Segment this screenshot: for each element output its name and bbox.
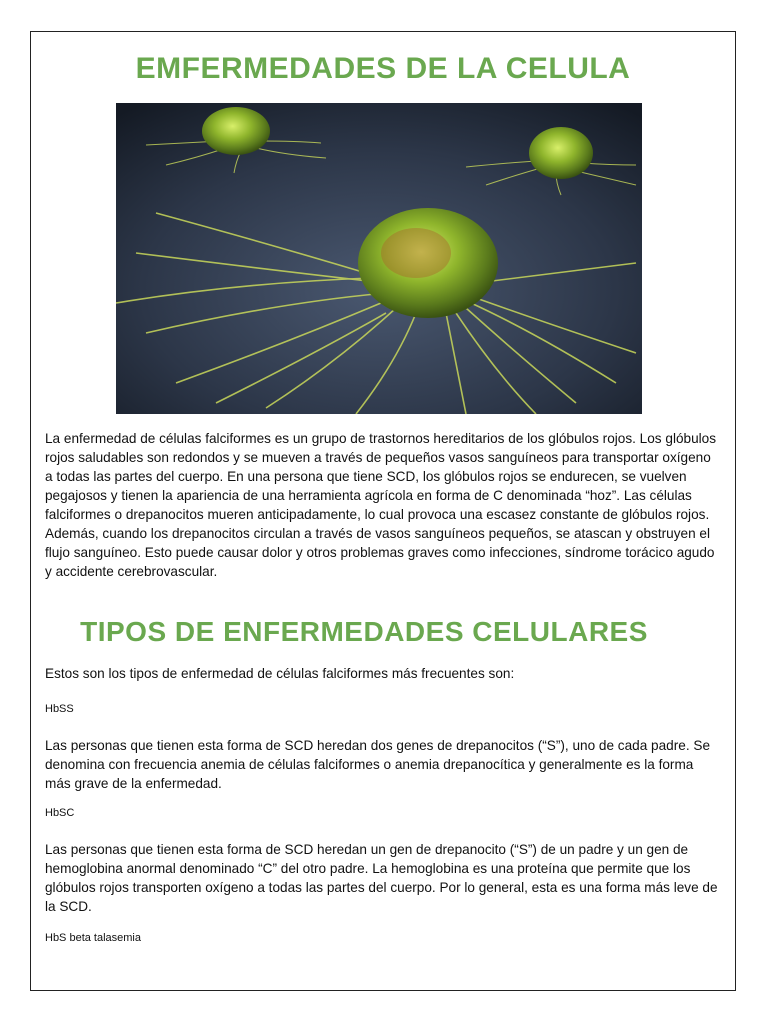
document-page bbox=[30, 31, 736, 991]
type-label-hbss: HbSS bbox=[45, 703, 74, 715]
page-title: EMFERMEDADES DE LA CELULA bbox=[135, 52, 631, 85]
section-lead: Estos son los tipos de enfermedad de células falciformes más frecuentes son: bbox=[45, 666, 515, 681]
type-label-hbs-beta: HbS beta talasemia bbox=[45, 932, 141, 944]
section-title: TIPOS DE ENFERMEDADES CELULARES bbox=[80, 616, 648, 647]
type-description-hbsc: Las personas que tienen esta forma de SCD heredan un gen de drepanocito (“S”) de un padre y un gen de hemoglobina anormal denominado “C” del otro padre. La hemoglobina es una proteína que permite que los glóbulos rojos transporten oxígeno a todas las partes del cuerpo. Por lo general, esta es una forma más leve de la SCD. bbox=[45, 842, 718, 914]
type-description-hbss: Las personas que tienen esta forma de SCD heredan dos genes de drepanocitos (“S”), uno de cada padre. Se denomina con frecuencia anemia de células falciformes o anemia drepanocítica y generalmente es la forma más grave de la enfermedad. bbox=[45, 738, 711, 791]
intro-paragraph: La enfermedad de células falciformes es un grupo de trastornos hereditarios de los glóbulos rojos. Los glóbulos rojos saludables son redondos y se mueven a través de pequeños vasos sanguíneos para transportar oxígeno a todas las partes del cuerpo. En una persona que tiene SCD, los glóbulos rojos se endurecen, se vuelven pegajosos y tienen la apariencia de una herramienta agrícola en forma de C denominada “hoz”. Las células falciformes o drepanocitos mueren anticipadamente, lo cual provoca una escasez constante de glóbulos rojos. Además, cuando los drepanocitos circulan a través de vasos sanguíneos pequeños, se atascan y obstruyen el flujo sanguíneo. Esto puede causar dolor y otros problemas graves como infecciones, síndrome torácico agudo y accidente cerebrovascular. bbox=[45, 431, 717, 579]
type-label-hbsc: HbSC bbox=[45, 807, 75, 819]
cell-illustration bbox=[116, 103, 642, 414]
